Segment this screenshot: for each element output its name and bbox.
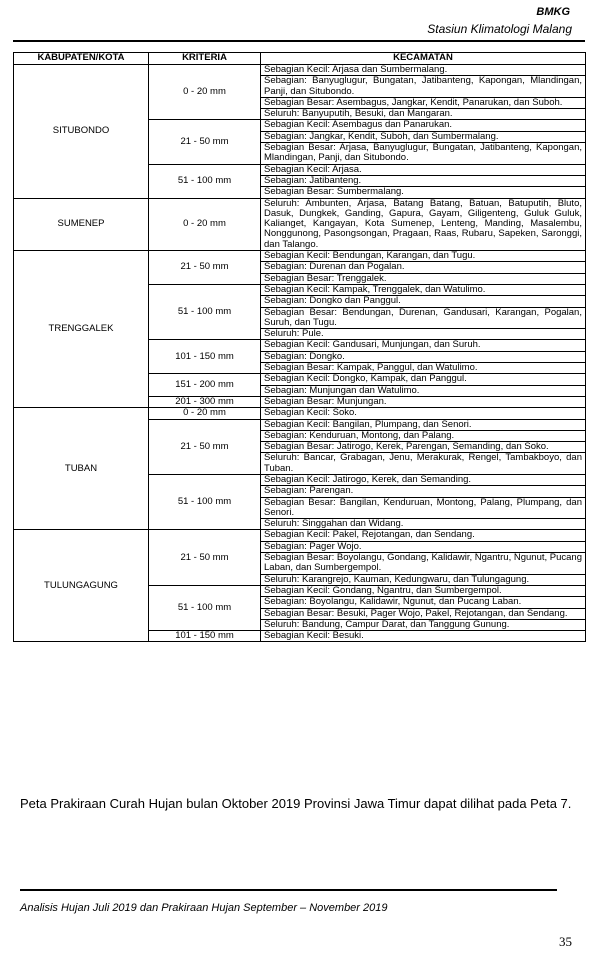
footer-rule [20, 889, 557, 891]
kecamatan-cell: Sebagian Kecil: Bangilan, Plumpang, dan Senori. [261, 419, 586, 430]
kecamatan-cell: Seluruh: Banyuputih, Besuki, dan Mangaran. [261, 109, 586, 120]
kabupaten-cell: SUMENEP [14, 198, 149, 250]
criteria-cell: 21 - 50 mm [149, 530, 261, 585]
kecamatan-cell: Seluruh: Bancar, Grabagan, Jenu, Merakurak, Rengel, Tambakboyo, dan Tuban. [261, 453, 586, 475]
criteria-cell: 21 - 50 mm [149, 419, 261, 474]
kecamatan-cell: Sebagian Besar: Besuki, Pager Wojo, Pakel, Rejotangan, dan Sendang. [261, 608, 586, 619]
kecamatan-cell: Sebagian Besar: Bangilan, Kenduruan, Montong, Palang, Plumpang, dan Senori. [261, 497, 586, 519]
table-row [14, 65, 586, 76]
body-paragraph: Peta Prakiraan Curah Hujan bulan Oktober 2019 Provinsi Jawa Timur dapat dilihat pada Peta 7. [20, 796, 572, 811]
kecamatan-cell: Sebagian Besar: Boyolangu, Gondang, Kalidawir, Ngantru, Ngunut, Pucang Laban, dan Sumbergempol. [261, 553, 586, 575]
criteria-cell: 21 - 50 mm [149, 251, 261, 285]
kecamatan-cell: Sebagian Kecil: Dongko, Kampak, dan Panggul. [261, 374, 586, 385]
criteria-cell: 51 - 100 mm [149, 474, 261, 529]
kecamatan-cell: Seluruh: Ambunten, Arjasa, Batang Batang, Batuan, Batuputih, Bluto, Dasuk, Dungkek, Ganding, Gapura, Gayam, Giligenteng, Guluk Guluk, Kalianget, Kangayan, Kota Sumenep, Lenteng, Manding, Masalembu, Nonggunong, Pasongsongan, Pragaan, Raas, Rubaru, Sapeken, Saronggi, dan Talango. [261, 198, 586, 250]
table-row [14, 408, 586, 419]
kecamatan-cell: Seluruh: Pule. [261, 329, 586, 340]
kecamatan-cell: Seluruh: Bandung, Campur Darat, dan Tanggung Gunung. [261, 619, 586, 630]
kabupaten-cell: SITUBONDO [14, 65, 149, 199]
kecamatan-cell: Sebagian: Dongko. [261, 351, 586, 362]
kecamatan-cell: Sebagian Besar: Trenggalek. [261, 273, 586, 284]
kecamatan-cell: Sebagian Besar: Bendungan, Durenan, Gandusari, Karangan, Pogalan, Suruh, dan Tugu. [261, 307, 586, 329]
criteria-cell: 151 - 200 mm [149, 374, 261, 397]
kecamatan-cell: Sebagian: Munjungan dan Watulimo. [261, 385, 586, 396]
kecamatan-cell: Sebagian Kecil: Pakel, Rejotangan, dan Sendang. [261, 530, 586, 541]
kecamatan-cell: Sebagian Besar: Sumbermalang. [261, 187, 586, 198]
kecamatan-cell: Sebagian: Parengan. [261, 486, 586, 497]
kecamatan-cell: Sebagian Kecil: Kampak, Trenggalek, dan Watulimo. [261, 284, 586, 295]
column-header: KECAMATAN [261, 53, 586, 65]
header-station: Stasiun Klimatologi Malang [427, 22, 572, 36]
criteria-cell: 101 - 150 mm [149, 631, 261, 642]
kabupaten-cell: TULUNGAGUNG [14, 530, 149, 642]
kecamatan-cell: Sebagian Besar: Asembagus, Jangkar, Kendit, Panarukan, dan Suboh. [261, 97, 586, 108]
kecamatan-cell: Sebagian Kecil: Bendungan, Karangan, dan Tugu. [261, 251, 586, 262]
kecamatan-cell: Sebagian Besar: Kampak, Panggul, dan Watulimo. [261, 363, 586, 374]
kecamatan-cell: Sebagian Kecil: Soko. [261, 408, 586, 419]
kecamatan-cell: Seluruh: Singgahan dan Widang. [261, 519, 586, 530]
footer-text: Analisis Hujan Juli 2019 dan Prakiraan Hujan September – November 2019 [20, 902, 388, 914]
kecamatan-cell: Sebagian: Dongko dan Panggul. [261, 296, 586, 307]
column-header: KABUPATEN/KOTA [14, 53, 149, 65]
criteria-cell: 0 - 20 mm [149, 408, 261, 419]
kecamatan-cell: Sebagian Kecil: Gandusari, Munjungan, dan Suruh. [261, 340, 586, 351]
table-header-row [14, 53, 586, 65]
criteria-cell: 21 - 50 mm [149, 120, 261, 164]
criteria-cell: 101 - 150 mm [149, 340, 261, 374]
kecamatan-cell: Sebagian Kecil: Besuki. [261, 631, 586, 642]
kecamatan-cell: Sebagian Kecil: Arjasa. [261, 164, 586, 175]
column-header: KRITERIA [149, 53, 261, 65]
header-rule [13, 40, 585, 42]
criteria-cell: 201 - 300 mm [149, 396, 261, 407]
table-row [14, 198, 586, 250]
kecamatan-cell: Sebagian: Pager Wojo. [261, 541, 586, 552]
kecamatan-cell: Sebagian Kecil: Jatirogo, Kerek, dan Semanding. [261, 474, 586, 485]
table-row [14, 251, 586, 262]
kecamatan-cell: Sebagian Kecil: Arjasa dan Sumbermalang. [261, 65, 586, 76]
kabupaten-cell: TUBAN [14, 408, 149, 530]
criteria-cell: 0 - 20 mm [149, 198, 261, 250]
criteria-cell: 51 - 100 mm [149, 164, 261, 198]
header-org: BMKG [536, 6, 570, 18]
criteria-cell: 0 - 20 mm [149, 65, 261, 120]
criteria-cell: 51 - 100 mm [149, 585, 261, 630]
kabupaten-cell: TRENGGALEK [14, 251, 149, 408]
kecamatan-cell: Sebagian: Boyolangu, Kalidawir, Ngunut, dan Pucang Laban. [261, 597, 586, 608]
kecamatan-cell: Sebagian Besar: Arjasa, Banyuglugur, Bungatan, Jatibanteng, Kapongan, Mlandingan, Panji, dan Situbondo. [261, 143, 586, 165]
kecamatan-cell: Sebagian Besar: Munjungan. [261, 396, 586, 407]
kecamatan-cell: Sebagian: Kenduruan, Montong, dan Palang. [261, 430, 586, 441]
kecamatan-cell: Sebagian: Jatibanteng. [261, 175, 586, 186]
kecamatan-cell: Sebagian: Durenan dan Pogalan. [261, 262, 586, 273]
table-body [14, 65, 586, 642]
kecamatan-cell: Sebagian Kecil: Gondang, Ngantru, dan Sumbergempol. [261, 585, 586, 596]
kecamatan-cell: Sebagian: Banyuglugur, Bungatan, Jatibanteng, Kapongan, Mlandingan, Panji, dan Situbondo. [261, 76, 586, 98]
page-number: 35 [559, 934, 572, 949]
kecamatan-cell: Sebagian Besar: Jatirogo, Kerek, Parengan, Semanding, dan Soko. [261, 442, 586, 453]
kecamatan-cell: Seluruh: Karangrejo, Kauman, Kedungwaru, dan Tulungagung. [261, 574, 586, 585]
criteria-cell: 51 - 100 mm [149, 284, 261, 339]
table-row [14, 530, 586, 541]
rainfall-criteria-table [13, 52, 586, 642]
kecamatan-cell: Sebagian Kecil: Asembagus dan Panarukan. [261, 120, 586, 131]
kecamatan-cell: Sebagian: Jangkar, Kendit, Suboh, dan Sumbermalang. [261, 131, 586, 142]
